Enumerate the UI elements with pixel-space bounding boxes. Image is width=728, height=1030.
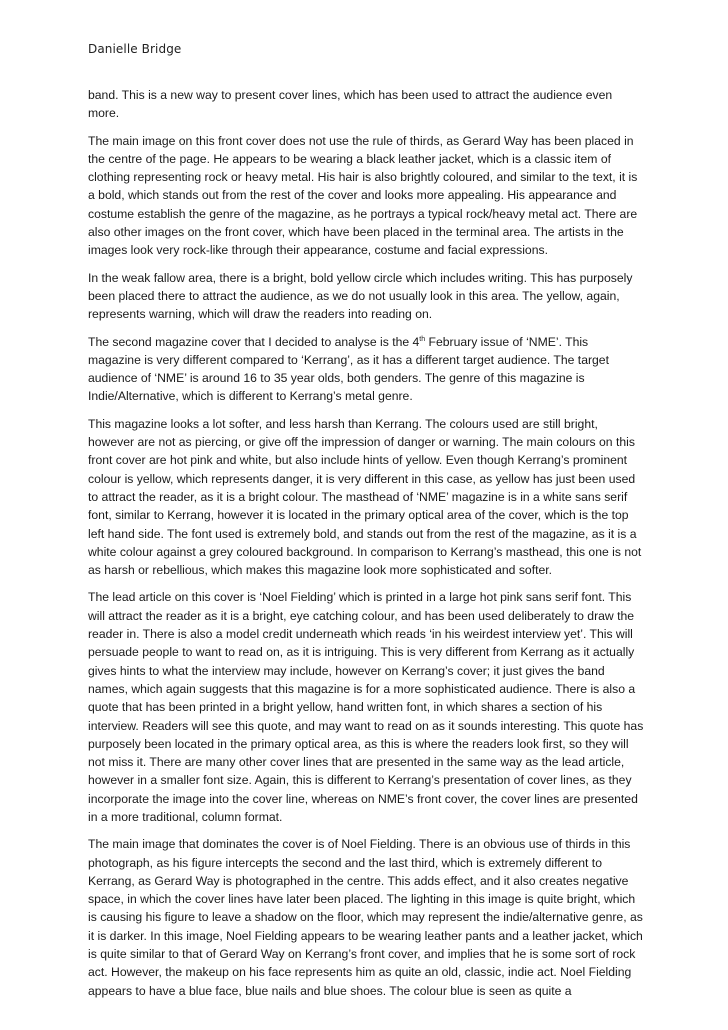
essay-body: [88, 86, 644, 1009]
page-header-author: Danielle Bridge: [88, 42, 182, 56]
ordinal-suffix: th: [419, 335, 426, 343]
paragraph-lead-article: The lead article on this cover is ‘Noel Fielding’ which is printed in a large hot pink sans serif font. This will attract the reader as it is a bright, eye catching colour, and has been used deliberately to draw the reader in. There is also a model credit underneath which reads ‘in his weirdest interview yet’. This will persuade people to want to read on, as it is intriguing. This is very different from Kerrang as it actually gives hints to what the interview may include, however on Kerrang’s cover; it just gives the band names, which again suggests that this magazine is for a more sophisticated audience. There is also a quote that has been printed in a bright yellow, hand written font, in which shares a section of his interview. Readers will see this quote, and may want to read on as it sounds interesting. This quote has purposely been located in the primary optical area, as this is where the readers look first, so they will not miss it. There are many other cover lines that are presented in the same way as the lead article, however in a smaller font size. Again, this is different to Kerrang’s presentation of cover lines, as they incorporate the image into the cover line, whereas on NME’s front cover, the cover lines are presented in a more traditional, column format.: [88, 590, 644, 824]
paragraph-main-image-kerrang: The main image on this front cover does not use the rule of thirds, as Gerard Way has been placed in the centre of the page. He appears to be wearing a black leather jacket, which is a classic item of clothing representing rock or heavy metal. His hair is also brightly coloured, and similar to the text, it is a bold, which stands out from the rest of the cover and looks more appealing. His appearance and costume establish the genre of the magazine, as he portrays a typical rock/heavy metal act. There are also other images on the front cover, which have been placed in the terminal area. The artists in the images look very rock-like through their appearance, costume and facial expressions.: [88, 133, 638, 258]
nme-intro-start: The second magazine cover that I decided to analyse is the 4: [88, 334, 420, 349]
paragraph-continuation: band. This is a new way to present cover lines, which has been used to attract the audience even more.: [88, 88, 613, 121]
paragraph-nme-colours-masthead: This magazine looks a lot softer, and less harsh than Kerrang. The colours used are still bright, however are not as piercing, or give off the impression of danger or warning. The main colours on this front cover are hot pink and white, but also include hints of yellow. Even though Kerrang’s prominent colour is yellow, which represents danger, it is very different in this case, as yellow has just been used to attract the reader, as it is a bright colour. The masthead of ‘NME’ magazine is in a white sans serif font, similar to Kerrang, however it is located in the primary optical area of the cover, which is the top left hand side. The font used is extremely bold, and stands out from the rest of the magazine, as it is a white colour against a grey coloured background. In comparison to Kerrang’s masthead, this one is not as harsh or rebellious, which makes this magazine look more sophisticated and softer.: [88, 416, 642, 578]
paragraph-nme-intro: [88, 333, 644, 406]
nme-intro-rest: February issue of ‘NME’. This magazine is very different compared to ‘Kerrang’, as it has a different target audience. The target audience of ‘NME’ is around 16 to 35 year olds, both genders. The genre of this magazine is Indie/Alternative, which is different to Kerrang’s metal genre.: [88, 334, 609, 404]
paragraph-main-image-nme: The main image that dominates the cover is of Noel Fielding. There is an obvious use of thirds in this photograph, as his figure intercepts the second and the last third, which is extremely different to Kerrang, as Gerard Way is photographed in the centre. This adds effect, and it also creates negative space, in which the cover lines have later been placed. The lighting in this image is quite bright, which is causing his figure to leave a shadow on the floor, which may represent the indie/alternative genre, as it is darker. In this image, Noel Fielding appears to be wearing leather pants and a leather jacket, which is quite similar to that of Gerard Way on Kerrang’s front cover, and implies that he is some sort of rock act. However, the makeup on his face represents him as quite an old, classic, indie act. Noel Fielding appears to have a blue face, blue nails and blue shoes. The colour blue is seen as quite a: [88, 837, 643, 998]
paragraph-weak-fallow-area: In the weak fallow area, there is a bright, bold yellow circle which includes writing. This has purposely been placed there to attract the audience, as we do not usually look in this area. The yellow, again, represents warning, which will draw the readers into reading on.: [88, 270, 633, 322]
